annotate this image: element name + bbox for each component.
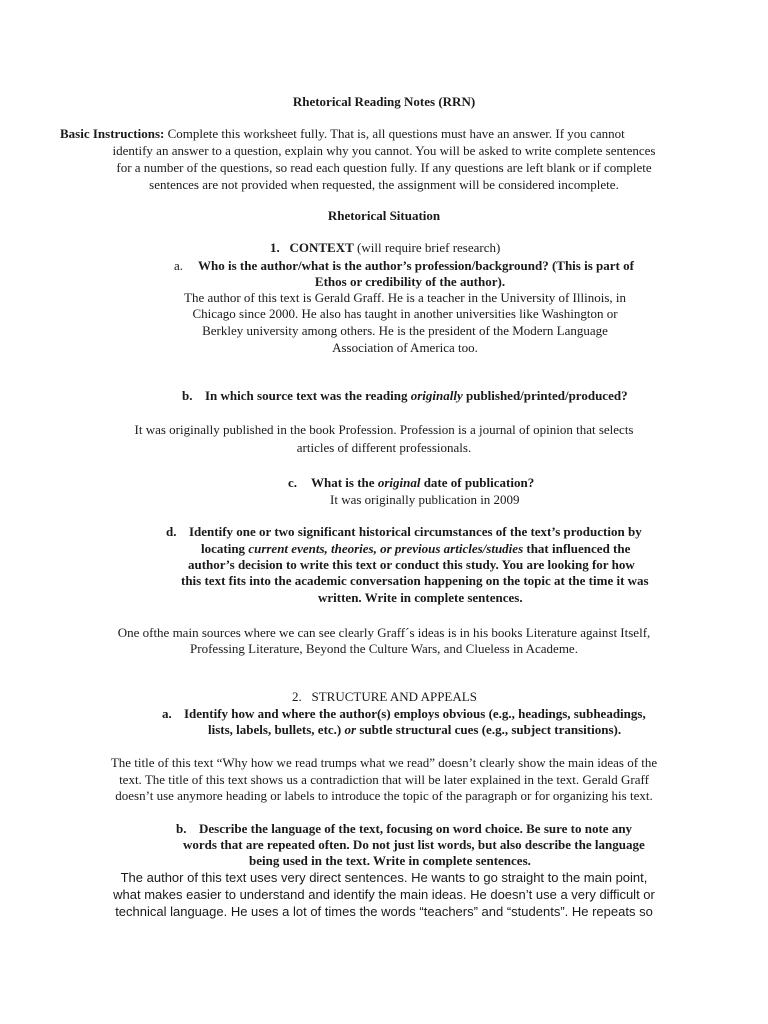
context-title: CONTEXT (289, 240, 354, 255)
context-qc-post: date of publication? (420, 475, 535, 490)
structure-qa-line2-post: subtle structural cues (e.g., subject transitions). (356, 722, 622, 737)
structure-qa-answer-3: doesn’t use anymore heading or labels to introduce the topic of the paragraph or for organizing his text. (115, 788, 653, 803)
structure-qb-line-2: words that are repeated often. Do not just list words, but also describe the language (183, 837, 645, 852)
structure-qb-answer-1: The author of this text uses very direct sentences. He wants to go straight to the main point, (120, 870, 648, 885)
structure-qa-letter: a. (162, 706, 172, 721)
structure-num: 2. (292, 689, 302, 704)
context-qc-answer: It was originally publication in 2009 (330, 492, 520, 507)
context-qa-answer-3: Berkley university among others. He is the president of the Modern Language (202, 323, 608, 338)
context-qa-answer-2: Chicago since 2000. He also has taught in another universities like Washington or (192, 306, 618, 321)
context-qc-letter: c. (288, 475, 298, 490)
context-qd-line-2 (201, 541, 630, 557)
context-qa-line-2: Ethos or credibility of the author). (314, 274, 506, 289)
context-qd-line-3: author’s decision to write this text or conduct this study. You are looking for how (188, 557, 635, 572)
context-qb-answer-2: articles of different professionals. (296, 440, 472, 455)
context-qd-line-1: Identify one or two significant historical circumstances of the text’s production by (189, 524, 642, 539)
context-qa-letter: a. (174, 258, 184, 273)
context-qa-answer-4: Association of America too. (332, 340, 478, 355)
structure-qb-line-1: Describe the language of the text, focusing on word choice. Be sure to note any (199, 821, 633, 836)
structure-qb-answer-2: what makes easier to understand and identify the main ideas. He doesn’t use a very difficult or (113, 887, 655, 902)
context-qb-answer-1: It was originally published in the book Profession. Profession is a journal of opinion that selects (134, 422, 634, 437)
page-title: Rhetorical Reading Notes (RRN) (292, 94, 476, 109)
instructions-text-1: Complete this worksheet fully. That is, all questions must have an answer. If you cannot (164, 126, 625, 141)
instructions-label: Basic Instructions: (60, 126, 165, 141)
context-heading (270, 240, 500, 256)
context-qb-letter: b. (182, 388, 193, 403)
context-qb-post: published/printed/produced? (462, 388, 628, 403)
context-qd-line2-post: that influenced the (523, 541, 631, 556)
structure-qa-answer-1: The title of this text “Why how we read trumps what we read” doesn’t clearly show the main ideas of the (110, 755, 658, 770)
context-qd-line2-pre: locating (201, 541, 249, 556)
structure-qa-line2-pre: lists, labels, bullets, etc.) (208, 722, 345, 737)
context-qa-answer-1: The author of this text is Gerald Graff. He is a teacher in the University of Illinois, in (184, 290, 626, 305)
instructions-line-1 (60, 126, 625, 142)
context-qd-line-5: written. Write in complete sentences. (318, 590, 523, 605)
instructions-line-2: identify an answer to a question, explain why you cannot. You will be asked to write complete sentences (112, 143, 656, 158)
context-qb-pre: In which source text was the reading (205, 388, 411, 403)
structure-qa-line2-em: or (344, 722, 357, 737)
section-heading: Rhetorical Situation (327, 208, 441, 223)
structure-qb-line-3: being used in the text. Write in complete sentences. (249, 853, 531, 868)
context-qc-em: original (377, 475, 421, 490)
instructions-line-4: sentences are not provided when requested, the assignment will be considered incomplete. (149, 177, 619, 192)
context-qb-question (205, 388, 628, 404)
structure-title: STRUCTURE AND APPEALS (311, 689, 477, 704)
context-qd-answer-2: Professing Literature, Beyond the Culture Wars, and Clueless in Academe. (190, 641, 578, 656)
structure-qa-line-1: Identify how and where the author(s) employs obvious (e.g., headings, subheadings, (184, 706, 646, 721)
structure-heading (292, 689, 477, 705)
context-qd-answer-1: One ofthe main sources where we can see clearly Graff´s ideas is in his books Literature against Itself, (117, 625, 651, 640)
structure-qb-letter: b. (176, 821, 187, 836)
context-note: (will require brief research) (353, 240, 501, 255)
structure-qb-answer-3: technical language. He uses a lot of times the words “teachers” and “students”. He repeats so (115, 904, 653, 919)
context-qa-line-1: Who is the author/what is the author’s profession/background? (This is part of (198, 258, 634, 273)
context-qd-line-4: this text fits into the academic conversation happening on the topic at the time it was (181, 573, 649, 588)
context-qb-em: originally (410, 388, 463, 403)
context-qc-pre: What is the (311, 475, 378, 490)
structure-qa-line-2 (208, 722, 621, 738)
instructions-line-3: for a number of the questions, so read each question fully. If any questions are left blank or if complete (116, 160, 652, 175)
context-num: 1. (270, 240, 280, 255)
context-qc-question (311, 475, 534, 491)
context-qd-line2-em: current events, theories, or previous articles/studies (248, 541, 524, 556)
structure-qa-answer-2: text. The title of this text shows us a contradiction that will be later explained in the text. Gerald Graff (119, 772, 649, 787)
context-qd-letter: d. (166, 524, 177, 539)
